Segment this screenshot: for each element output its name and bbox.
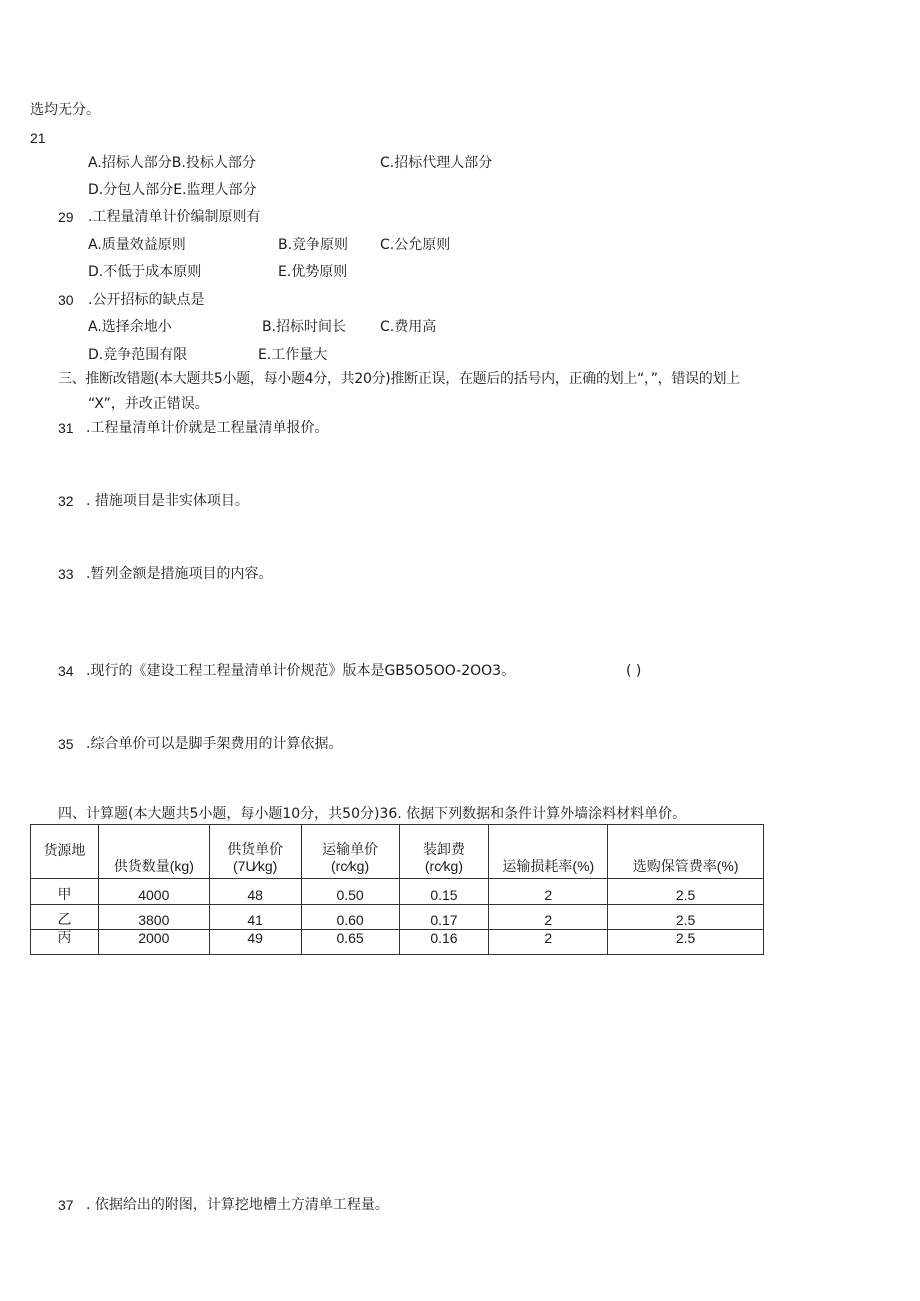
cell-transport: 0.65 — [301, 930, 399, 955]
cell-qty: 3800 — [98, 905, 209, 930]
table-header-row — [31, 825, 764, 879]
question-30-number: 30 — [58, 292, 74, 308]
question-33-number: 33 — [58, 566, 74, 582]
question-30-option-d: D.竞争范围有限 — [88, 347, 188, 363]
question-30-option-b: B.招标时间长 — [262, 319, 347, 335]
question-32-text: . 措施项目是非实体项目。 — [86, 493, 249, 509]
cell-source: 甲 — [31, 879, 99, 905]
question-35-text: .综合单价可以是脚手架费用的计算依据。 — [86, 736, 343, 752]
header-price-line2: (7U⁄kg) — [233, 858, 278, 874]
header-loading-line1: 装卸费 — [422, 841, 465, 857]
section-3-heading-cont: “X”，并改正错误。 — [88, 396, 209, 412]
cell-storage: 2.5 — [608, 879, 764, 905]
cell-storage: 2.5 — [608, 905, 764, 930]
header-transport-line2: (rc⁄kg) — [331, 858, 370, 874]
question-21-number: 21 — [30, 130, 46, 146]
question-21-option-ab: A.招标人部分B.投标人部分 — [88, 155, 256, 171]
question-37-number: 37 — [58, 1197, 74, 1213]
header-price — [209, 825, 301, 879]
cell-qty: 4000 — [98, 879, 209, 905]
header-qty-label: 供货数量(kg) — [113, 858, 194, 874]
header-loading-line2: (rc⁄kg) — [424, 858, 464, 874]
header-storage — [608, 825, 764, 879]
table-row — [31, 930, 764, 955]
question-37-text: . 依据给出的附图，计算挖地槽土方清单工程量。 — [86, 1197, 389, 1213]
header-loading — [399, 825, 489, 879]
question-29-option-e: E.优势原则 — [278, 264, 348, 280]
question-29-option-b: B.竞争原则 — [278, 237, 349, 253]
table-row — [31, 905, 764, 930]
header-loss-label: 运输损耗率(%) — [502, 858, 595, 874]
question-29-option-d: D.不低于成本原则 — [88, 264, 202, 280]
table-row — [31, 879, 764, 905]
cell-price: 48 — [209, 879, 301, 905]
cell-source: 丙 — [31, 930, 99, 955]
cell-source: 乙 — [31, 905, 99, 930]
question-35-number: 35 — [58, 736, 74, 752]
question-30-option-a: A.选择余地小 — [88, 319, 172, 335]
header-source: 货源地 — [31, 825, 99, 879]
question-30-option-c: C.费用高 — [380, 319, 437, 335]
header-loss — [489, 825, 608, 879]
question-30-option-e: E.工作量大 — [258, 347, 328, 363]
question-29-option-a: A.质量效益原则 — [88, 237, 186, 253]
cell-loading: 0.15 — [399, 879, 489, 905]
header-storage-label: 选购保管费率(%) — [632, 858, 739, 874]
question-29-option-c: C.公允原则 — [380, 237, 451, 253]
section-3-heading: 三、推断改错题(本大题共5小题，每小题4分，共20分)推断正误，在题后的括号内，正确的划上“，”，错误的划上 — [58, 371, 740, 387]
header-qty — [98, 825, 209, 879]
cell-qty: 2000 — [98, 930, 209, 955]
header-price-line1: 供货单价 — [227, 841, 284, 857]
header-transport — [301, 825, 399, 879]
question-31-number: 31 — [58, 420, 74, 436]
material-price-table — [30, 824, 764, 955]
question-33-text: .暂列金额是措施项目的内容。 — [86, 566, 273, 582]
cell-transport: 0.60 — [301, 905, 399, 930]
question-34-number: 34 — [58, 663, 74, 679]
cell-storage: 2.5 — [608, 930, 764, 955]
cell-loading: 0.16 — [399, 930, 489, 955]
question-29-number: 29 — [58, 209, 74, 225]
question-32-number: 32 — [58, 493, 74, 509]
question-29-text: .工程量清单计价编制原则有 — [88, 209, 261, 225]
cell-loss: 2 — [489, 905, 608, 930]
cell-price: 49 — [209, 930, 301, 955]
question-31-text: .工程量清单计价就是工程量清单报价。 — [86, 420, 329, 436]
cell-loss: 2 — [489, 930, 608, 955]
text-line-top: 选均无分。 — [30, 102, 100, 118]
cell-price: 41 — [209, 905, 301, 930]
cell-loss: 2 — [489, 879, 608, 905]
cell-loading: 0.17 — [399, 905, 489, 930]
header-transport-line1: 运输单价 — [322, 841, 379, 857]
question-30-text: .公开招标的缺点是 — [88, 292, 205, 308]
question-34-text: .现行的《建设工程工程量清单计价规范》版本是GB5O5OO-2OO3。 — [86, 663, 516, 679]
cell-transport: 0.50 — [301, 879, 399, 905]
question-21-option-de: D.分包人部分E.监理人部分 — [88, 182, 257, 198]
section-4-heading: 四、计算题(本大题共5小题，每小题10分，共50分)36. 依据下列数据和条件计算外墙涂料材料单价。 — [58, 806, 687, 822]
question-34-answer-paren: ( ) — [626, 663, 642, 679]
question-21-option-c: C.招标代理人部分 — [380, 155, 493, 171]
